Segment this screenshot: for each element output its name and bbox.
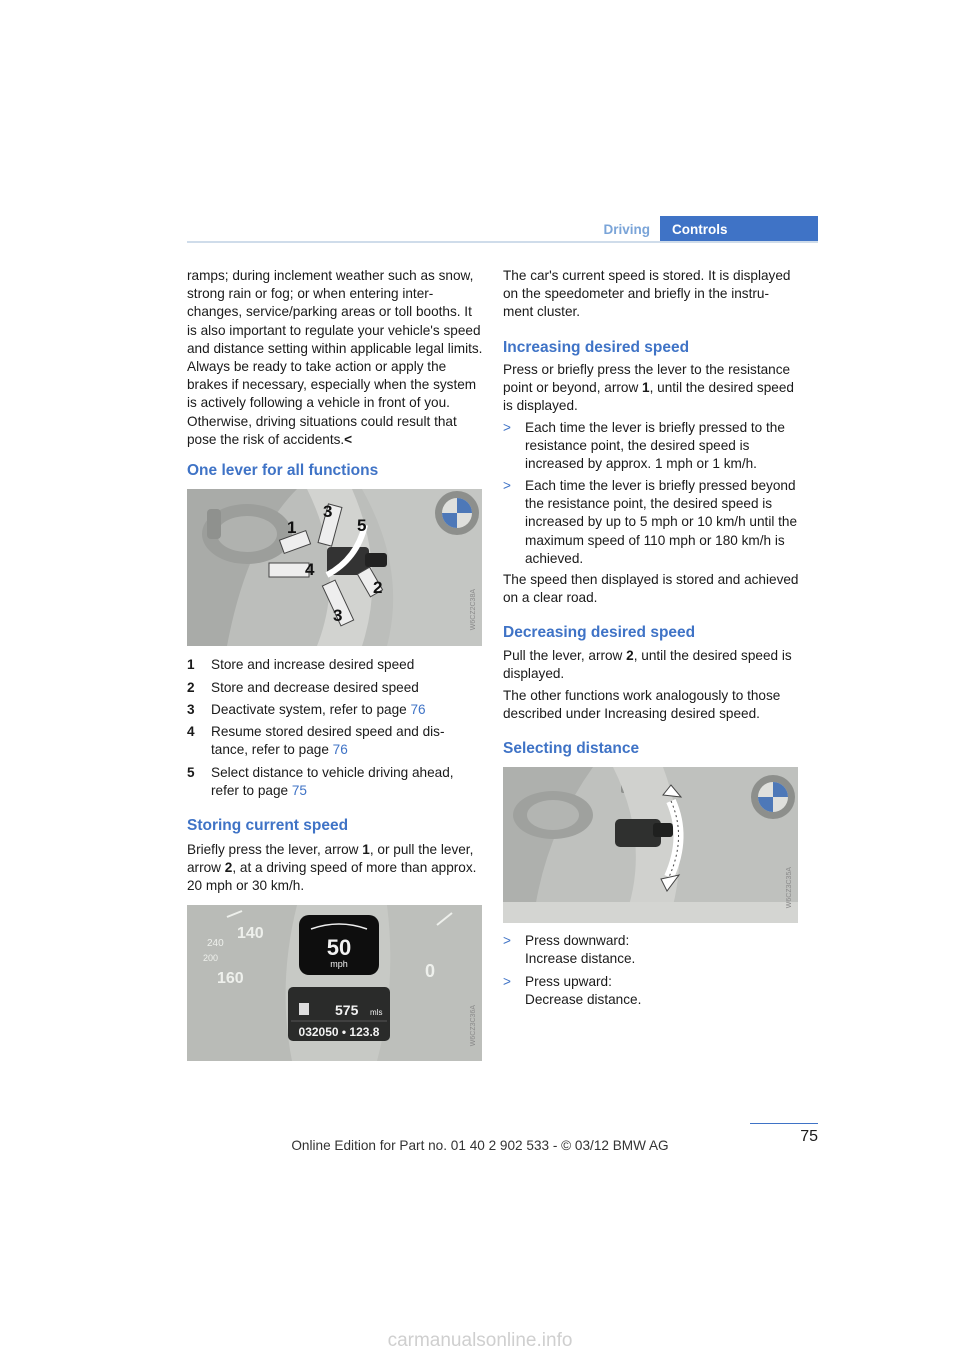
legend-text: Deactivate system, refer to page 76 xyxy=(211,702,426,717)
footer-edition: Online Edition for Part no. 01 40 2 902 533 - © 03/12 BMW AG xyxy=(291,1138,669,1153)
lever-label: 3 xyxy=(323,502,333,521)
increasing-paragraph: Press or briefly press the lever to the resistance point or beyond, arrow 1, until the desired speed is displayed. xyxy=(503,362,794,414)
cluster-figure xyxy=(187,905,482,1061)
page-link[interactable]: 75 xyxy=(291,783,307,799)
heading-one-lever: One lever for all functions xyxy=(187,462,379,479)
odometer-readout: 032050 • 123.8 xyxy=(298,1025,380,1039)
bullet-glyph: > xyxy=(503,478,511,493)
lever-label: 4 xyxy=(305,560,315,579)
figure-code: W6CZ3C35A xyxy=(786,867,793,909)
watermark: carmanualsonline.info xyxy=(387,1330,573,1351)
speed-readout: 50 xyxy=(326,935,352,960)
bullet-glyph: > xyxy=(503,974,511,989)
heading-increasing-speed: Increasing desired speed xyxy=(503,339,690,356)
legend-number: 1 xyxy=(187,657,195,672)
bullet-glyph: > xyxy=(503,933,511,948)
header-rule xyxy=(187,241,818,243)
page-link[interactable]: 76 xyxy=(410,702,426,717)
cluster-illustration xyxy=(187,905,482,1061)
distance-illustration xyxy=(503,767,798,923)
heading-selecting-distance: Selecting distance xyxy=(503,740,640,757)
speed-unit: mph xyxy=(330,959,348,969)
lever-figure xyxy=(187,489,482,646)
legend-number: 3 xyxy=(187,702,195,717)
page-number-rule xyxy=(750,1123,818,1124)
storing-paragraph: Briefly press the lever, arrow 1, or pull the lever, arrow 2, at a driving speed of more than approx. 20 mph or 30 km/h. xyxy=(187,842,477,894)
list-item-text: Press upward: Decrease distance. xyxy=(525,974,642,1008)
legend-number: 5 xyxy=(187,765,195,780)
chapter-tab: Controls xyxy=(660,216,818,243)
lever-label: 2 xyxy=(373,578,383,597)
heading-decreasing-speed: Decreasing desired speed xyxy=(503,624,696,641)
list-item-text: Each time the lever is briefly pressed to the resistance point, the desired speed is increased by approx. 1 mph or 1 km/h. xyxy=(525,420,785,472)
heading-storing-speed: Storing current speed xyxy=(187,817,349,834)
gauge-label: 140 xyxy=(237,925,264,942)
gauge-label: 240 xyxy=(207,938,224,949)
lever-label: 1 xyxy=(287,518,297,537)
distance-figure xyxy=(503,767,798,923)
page-number: 75 xyxy=(800,1128,818,1145)
gauge-label: 160 xyxy=(217,970,244,987)
range-unit: mls xyxy=(370,1008,383,1017)
dec-after-paragraph: The other functions work analogously to those described under Increasing desired speed. xyxy=(503,688,781,722)
decreasing-paragraph: Pull the lever, arrow 2, until the desired speed is displayed. xyxy=(503,648,792,682)
legend-text: Store and increase desired speed xyxy=(211,657,415,672)
stored-paragraph: The car's current speed is stored. It is displayed on the speedometer and briefly in the instru-ment cluster. xyxy=(503,268,791,320)
lever-illustration xyxy=(187,489,482,646)
legend-text: Select distance to vehicle driving ahead, refer to page 75 xyxy=(211,765,454,799)
legend-number: 4 xyxy=(187,724,195,739)
intro-text: ramps; during inclement weather such as snow, strong rain or fog; or when entering inter-changes, service/parking areas or toll booths. It is also important to regulate your vehicle's speed and distance setting within applicable legal limits. Always be ready to take action or apply the brakes if necessary, especially when the system is actively following a vehicle in front of you. Otherwise, driving situations could result that pose the risk of accidents. xyxy=(187,268,483,447)
inc-after-paragraph: The speed then displayed is stored and achieved on a clear road. xyxy=(503,572,799,606)
figure-code: W6CZ3C36A xyxy=(470,1005,477,1047)
intro-paragraph xyxy=(187,267,483,449)
end-mark: < xyxy=(344,431,353,447)
lever-label: 5 xyxy=(357,516,367,535)
section-label: Driving xyxy=(603,222,650,237)
gauge-label: 0 xyxy=(425,961,436,981)
page-link[interactable]: 76 xyxy=(332,742,348,758)
range-readout: 575 xyxy=(335,1002,359,1018)
legend-text: Resume stored desired speed and dis-tance, refer to page 76 xyxy=(211,724,445,758)
figure-code: W6CZ2C38A xyxy=(470,589,477,631)
legend-number: 2 xyxy=(187,680,195,695)
lever-label: 3 xyxy=(333,606,343,625)
legend-text: Store and decrease desired speed xyxy=(211,680,419,695)
list-item-text: Press downward: Increase distance. xyxy=(525,933,636,967)
bullet-glyph: > xyxy=(503,420,511,435)
gauge-label: 200 xyxy=(203,953,219,963)
list-item-text: Each time the lever is briefly pressed beyond the resistance point, the desired speed is increased by up to 5 mph or 10 km/h until the maximum speed of 110 mph or 180 km/h is achieved. xyxy=(525,478,798,566)
